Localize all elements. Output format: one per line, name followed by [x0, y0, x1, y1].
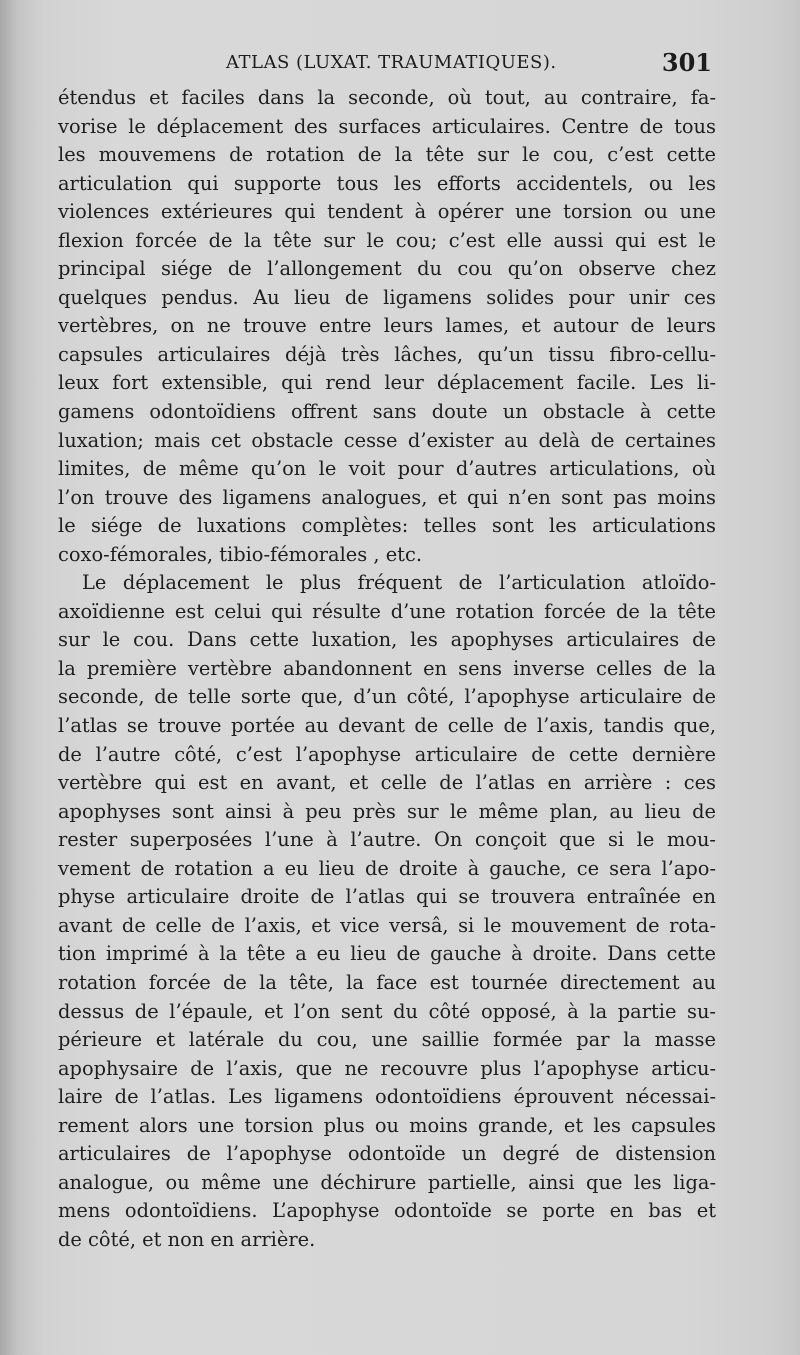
text-line: laire de l’atlas. Les ligamens odontoïdiens éprouvent nécessai- — [58, 1085, 716, 1109]
text-line: luxation; mais cet obstacle cesse d’exister au delà de certaines — [58, 428, 716, 452]
text-line: seconde, de telle sorte que, d’un côté, l’apophyse articulaire de — [58, 685, 716, 709]
text-line: la première vertèbre abandonnent en sens inverse celles de la — [58, 656, 716, 680]
text-line: de l’autre côté, c’est l’apophyse articulaire de cette dernière — [58, 742, 716, 766]
text-line: rement alors une torsion plus ou moins grande, et les capsules — [58, 1113, 716, 1137]
text-line: violences extérieures qui tendent à opérer une torsion ou une — [58, 200, 716, 224]
text-line: gamens odontoïdiens offrent sans doute un obstacle à cette — [58, 400, 716, 424]
text-line: apophyses sont ainsi à peu près sur le même plan, au lieu de — [58, 799, 716, 823]
text-line: articulation qui supporte tous les efforts accidentels, ou les — [58, 171, 716, 195]
text-line: apophysaire de l’axis, que ne recouvre plus l’apophyse articu- — [58, 1056, 716, 1080]
text-line: l’on trouve des ligamens analogues, et qui n’en sont pas moins — [58, 485, 716, 509]
page-number: 301 — [661, 48, 712, 77]
text-line: périeure et latérale du cou, une saillie formée par la masse — [58, 1028, 716, 1052]
page-header — [58, 48, 718, 78]
paragraph-2 — [58, 569, 716, 1254]
text-line: quelques pendus. Au lieu de ligamens solides pour unir ces — [58, 285, 716, 309]
text-line: étendus et faciles dans la seconde, où tout, au contraire, fa- — [58, 86, 716, 109]
text-line: vement de rotation a eu lieu de droite à gauche, ce sera l’apo- — [58, 856, 716, 880]
text-line: principal siége de l’allongement du cou qu’on observe chez — [58, 257, 716, 281]
body-text — [58, 84, 716, 1254]
text-line: physe articulaire droite de l’atlas qui se trouvera entraînée en — [58, 885, 716, 909]
text-line: dessus de l’épaule, et l’on sent du côté opposé, à la partie su- — [58, 999, 716, 1023]
text-line: limites, de même qu’on le voit pour d’autres articulations, où — [58, 457, 716, 481]
text-line: le siége de luxations complètes: telles sont les articulations — [58, 514, 716, 538]
text-line: Le déplacement le plus fréquent de l’articulation atloïdo- — [82, 571, 716, 595]
text-line: axoïdienne est celui qui résulte d’une rotation forcée de la tête — [58, 599, 716, 623]
text-line: analogue, ou même une déchirure partielle, ainsi que les liga- — [58, 1170, 716, 1194]
text-line: vertèbre qui est en avant, et celle de l’atlas en arrière : ces — [58, 771, 716, 795]
text-line: vertèbres, on ne trouve entre leurs lames, et autour de leurs — [58, 314, 716, 338]
text-line: flexion forcée de la tête sur le cou; c’est elle aussi qui est le — [58, 228, 716, 252]
text-line: rotation forcée de la tête, la face est tournée directement au — [58, 970, 716, 994]
text-line: capsules articulaires déjà très lâches, qu’un tissu fibro-cellu- — [58, 342, 716, 366]
text-line: de côté, et non en arrière. — [58, 1227, 316, 1251]
text-line: tion imprimé à la tête a eu lieu de gauche à droite. Dans cette — [58, 942, 716, 966]
text-line: avant de celle de l’axis, et vice versâ, si le mouvement de rota- — [58, 913, 716, 937]
text-line: les mouvemens de rotation de la tête sur le cou, c’est cette — [58, 143, 716, 167]
paragraph-1 — [58, 84, 716, 569]
text-line: coxo-fémorales, tibio-fémorales , etc. — [58, 542, 422, 566]
running-title: ATLAS (LUXAT. TRAUMATIQUES). — [226, 52, 557, 73]
text-line: l’atlas se trouve portée au devant de celle de l’axis, tandis que, — [58, 714, 716, 738]
text-line: rester superposées l’une à l’autre. On conçoit que si le mou- — [58, 828, 716, 852]
text-line: leux fort extensible, qui rend leur déplacement facile. Les li- — [58, 371, 716, 395]
text-line: articulaires de l’apophyse odontoïde un degré de distension — [58, 1142, 716, 1166]
text-line: vorise le déplacement des surfaces articulaires. Centre de tous — [58, 114, 716, 138]
text-line: sur le cou. Dans cette luxation, les apophyses articulaires de — [58, 628, 716, 652]
text-line: mens odontoïdiens. L’apophyse odontoïde se porte en bas et — [58, 1199, 716, 1223]
